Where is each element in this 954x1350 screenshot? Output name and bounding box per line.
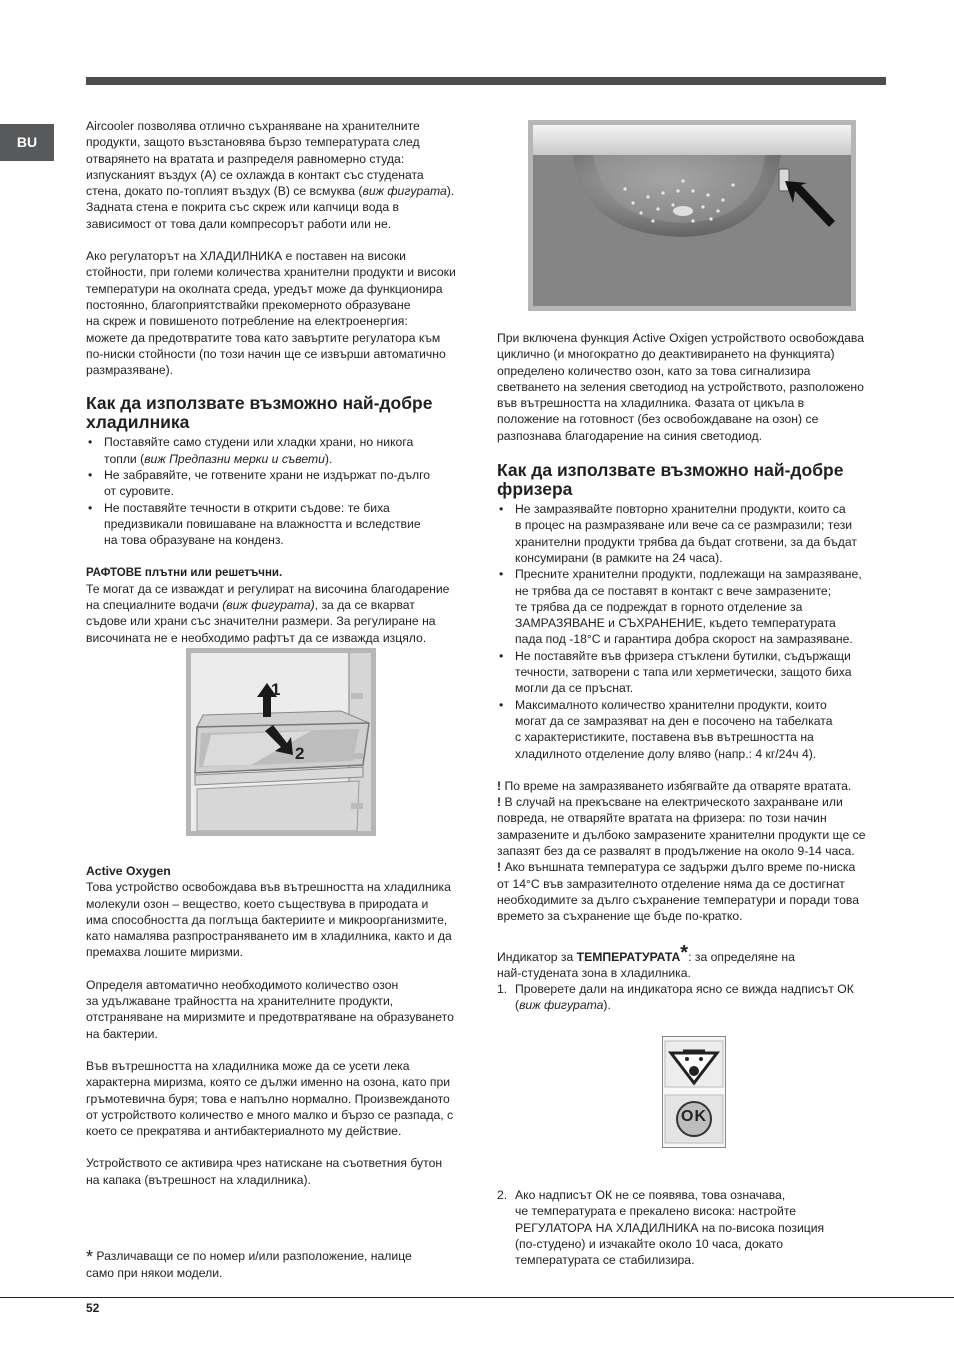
page-number: 52 — [86, 1301, 100, 1315]
list-item: • Не поставяйте течности в открити съдове: те биха предизвикали повишаване на влажността и вследствие на това образуване на конденз. — [86, 500, 478, 549]
shelf-illustration — [191, 653, 371, 831]
heading-fridge: Как да използвате възможно най-добре хладилника — [86, 393, 433, 433]
ozone-device-illustration — [533, 125, 851, 306]
regulator-paragraph: Ако регулаторът на ХЛАДИЛНИКА е поставен на високи стойности, при големи количества хранителни продукти и високи температури на околната среда, уредът може да функционира постоянно, благоприятствайки прекомерното образуване на скреж и повишеното потребление на електроенергия: можете да предотвратите това като завъртите регулатора към по-ниски стойности (по този начин ще се извърши автоматично размразяване). — [86, 249, 456, 378]
list-item: • Максималното количество хранителни продукти, които могат да се замразяват на ден е посочено на табелката с характеристиките, поставена във вътрешността на хладилното отделение долу вляво (напр.: 4 кг/24ч 4). — [497, 697, 889, 762]
language-tab: BU — [0, 124, 54, 161]
ozone-paragraph-1: Това устройство освобождава във вътрешността на хладилника молекули озон – вещество, което съществува в природата и има способността да поглъща бактериите и микроорганизмите, като намалява разпространяването им в хладилника, както и да премахва лошите миризми. — [86, 880, 452, 960]
ozone-section — [86, 863, 478, 1188]
list-item: • Не забравяйте, че готвените храни не издържат по-дълго от суровите. — [86, 467, 478, 500]
list-item: • Не замразявайте повторно хранителни продукти, които са в процес на размразяване или вече са се размразили; тези хранителни продукти трябва да бъдат сготвени, за да бъдат консумирани (в рамките на 24 часа). — [497, 501, 889, 566]
right-column — [497, 330, 889, 1014]
aircooler-paragraph: Aircooler позволява отлично съхраняване на хранителните продукти, защото възстановява бързо температурата след отварянето на вратата и разпределя равномерно студа: изпусканият въздух (A) се охлажда в контакт със студената стена, докато по-топлият въздух (B) се всмуква (виж фигурата). Задната стена е покрита със скреж или капчици вода в зависимост от това дали компресорът работи или не. — [86, 119, 455, 231]
warnings-paragraph: ! По време на замразяването избягвайте да отваряте вратата. ! В случай на прекъсване на електрическото захранване или повреда, не отваряйте вратата на фризера: по този начин замразените и дълбоко замразените хранителни продукти ще се запазят без да се развалят в продължение на около 9-14 часа. ! Ако външната температура се задържи дълго време по-ниска от 14°C във замразителното отделение няма да се достигнат необходимите за дълго съхранение температури и поради това времето за съхранение ще бъде по-кратко. — [497, 778, 866, 924]
shelf-figure — [186, 648, 376, 836]
top-rule — [86, 77, 886, 85]
list-item: 1. Проверете дали на индикатора ясно се вижда надписът ОК (виж фигурата). — [497, 982, 854, 1013]
fridge-bullets — [86, 434, 478, 548]
list-item: • Не поставяйте във фризера стъклени бутилки, съдържащи течности, затворени с тапа или херметически, защото биха могли да се пръснат. — [497, 648, 889, 697]
shelves-title: РАФТОВЕ плътни или решетъчни. — [86, 566, 283, 579]
ok-label: OK — [681, 1108, 707, 1125]
heading-freezer: Как да използвате възможно най-добре фризера — [497, 460, 844, 500]
oxygen-device-figure — [528, 120, 856, 311]
freezer-bullets — [497, 501, 889, 762]
step-2 — [497, 1187, 889, 1268]
temperature-indicator — [662, 1036, 726, 1148]
shelves-paragraph: Те могат да се изваждат и регулират на височина благодарение на специалните водачи (виж фигурата), за да се вкарват съдове или храни със значителни размери. За регулиране на височината не е необходимо рафтът да се изважда изцяло. — [86, 581, 450, 645]
temperature-indicator-intro: Индикатор за ТЕМПЕРАТУРАТА*: за определяне на най-студената зона в хладилника. — [497, 941, 795, 980]
oxygen-cycle-paragraph: При включена функция Active Oxigen устройството освобождава циклично (и многократно до деактивирането на функцията) определено количество озон, като за това сигнализира светването на зеления светодиод на устройството, разположено във вътрешността на хладилника. Фазата от цикъла в положение на готовност (без освобождаване на озон) се разпознава благодарение на синия светодиод. — [497, 331, 864, 443]
indicator-illustration — [663, 1037, 725, 1147]
figure-label-2: 2 — [295, 744, 305, 763]
ozone-paragraph-2: Определя автоматично необходимото количество озон за удължаване трайността на хранителните продукти, отстраняване на миризмите и предотвратяване на образуването на бактерии. — [86, 977, 454, 1041]
list-item: • Поставяйте само студени или хладки храни, но никога топли (виж Предпазни мерки и съвети). — [86, 434, 478, 467]
list-item: • Пресните хранителни продукти, подлежащи на замразяване, не трябва да се поставят в контакт с вече замразените; те трябва да се подреждат в горното отделение за ЗАМРАЗЯВАНЕ и СЪХРАНЕНИЕ, където температурата пада под -18°C и гарантира добра скорост на замразяване. — [497, 566, 889, 647]
temperature-steps-continued — [497, 1187, 889, 1268]
ozone-paragraph-4: Устройството се активира чрез натискане на съответния бутон на капака (вътрешност на хладилника). — [86, 1156, 443, 1187]
footnote: * Различаващи се по номер и/или разположение, налице само при някои модели. — [86, 1247, 412, 1281]
ozone-title: Active Oxygen — [86, 864, 171, 878]
bottom-rule — [0, 1297, 954, 1298]
figure-label-1: 1 — [271, 680, 281, 699]
left-column — [86, 118, 478, 646]
ozone-paragraph-3: Във вътрешността на хладилника може да се усети лека характерна миризма, която се дължи именно на озона, като при гръмотевична буря; това е напълно нормално. Произвежданото от устройството количество е много малко и бързо се разпада, с което се прекратява и антибактериалното му действие. — [86, 1058, 454, 1139]
temperature-steps — [497, 981, 889, 1014]
list-item: 2. Ако надписът ОК не се появява, това означава, че температурата е прекалено висока: настройте РЕГУЛАТОРА НА ХЛАДИЛНИКА на по-висока позиция (по-студено) и изчакайте около 10 часа, докато температурата се стабилизира. — [497, 1188, 825, 1268]
